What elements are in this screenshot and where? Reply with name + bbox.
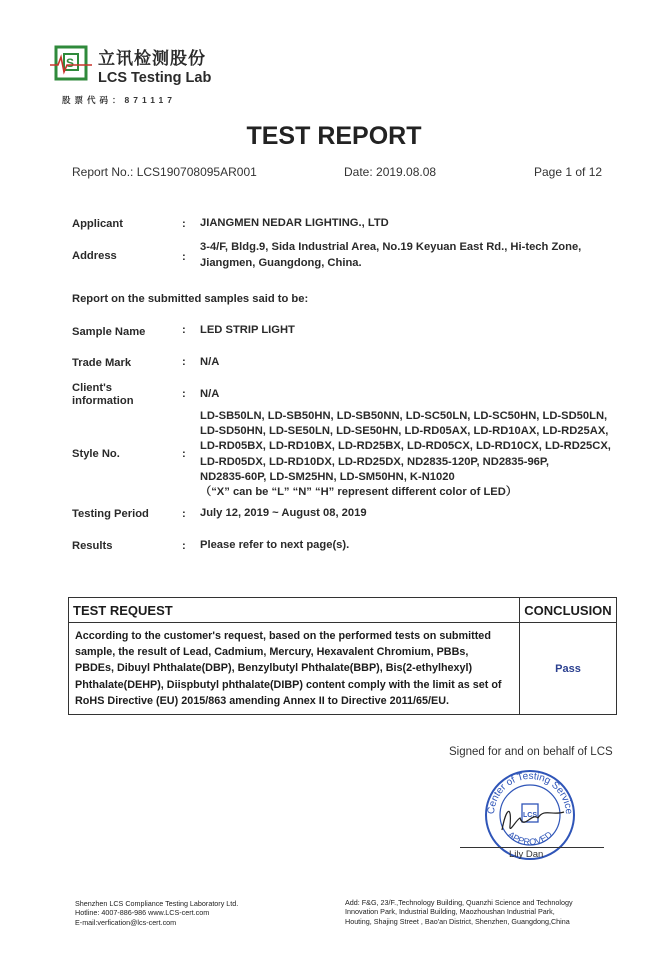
client-info-value: N/A [200, 388, 220, 400]
stamp-text-bottom: APPROVED [505, 829, 555, 848]
svg-text:S: S [66, 56, 75, 70]
svg-text:Center of Testing Service [486, 771, 574, 815]
footer-left-line: Shenzhen LCS Compliance Testing Laboratory Ltd. [75, 899, 239, 908]
footer-right [345, 898, 573, 926]
style-no-line: LD-SB50LN, LD-SB50HN, LD-SB50NN, LD-SC50LN, LD-SC50HN, LD-SD50LN, [200, 410, 608, 422]
trade-mark-value: N/A [200, 356, 220, 368]
style-no-line: LD-RD05BX, LD-RD10BX, LD-RD25BX, LD-RD05CX, LD-RD10CX, LD-RD25CX, [200, 440, 611, 453]
client-info-label-1: Client's [72, 382, 112, 394]
report-intro: Report on the submitted samples said to be: [72, 293, 309, 305]
test-request-body [69, 623, 520, 715]
footer-left [75, 899, 238, 927]
colon: : [182, 448, 186, 460]
style-no-line: ND2835-60P, LD-SM25HN, LD-SM50HN, K-N1020 [200, 470, 455, 483]
test-request-header: TEST REQUEST [69, 598, 520, 623]
lcs-logo-icon [50, 45, 92, 83]
conclusion-header: CONCLUSION [520, 598, 617, 623]
client-info-label-2: information [72, 395, 134, 407]
address-label: Address [72, 250, 117, 262]
signatory-name: Lily Dan [509, 849, 544, 860]
style-no-label: Style No. [72, 448, 120, 460]
style-no-line: LD-SD50HN, LD-SE50LN, LD-SE50HN, LD-RD05AX, LD-RD10AX, LD-RD25AX, [200, 425, 609, 438]
footer-right-line: Houting, Shajing Street , Bao'an District, Shenzhen, Guangdong,China [345, 916, 570, 926]
conclusion-value: Pass [520, 623, 617, 715]
svg-text:APPROVED [506, 829, 554, 847]
colon: : [182, 388, 186, 400]
colon: : [182, 356, 186, 368]
testing-period-label: Testing Period [72, 508, 149, 520]
applicant-value: JIANGMEN NEDAR LIGHTING., LTD [200, 217, 389, 229]
style-no-note: （“X” can be “L” “N” “H” represent different color of LED） [200, 486, 518, 499]
results-label: Results [72, 540, 113, 552]
page-indicator: Page 1 of 12 [534, 165, 603, 179]
stock-code: 股票代码：871117 [62, 95, 176, 105]
test-request-line: Phthalate(DEHP), Diispbutyl phthalate(DIBP) content comply with the limit as set of [75, 678, 502, 691]
results-value: Please refer to next page(s). [200, 539, 350, 551]
sample-name-value: LED STRIP LIGHT [200, 324, 295, 336]
test-request-line: According to the customer's request, based on the performed tests on submitted [75, 630, 491, 642]
footer-right-line: Add: F&G, 23/F.,Technology Building, Quanzhi Science and Technology [345, 898, 573, 907]
style-no-list [200, 409, 620, 500]
sample-name-label: Sample Name [72, 326, 146, 338]
colon: : [182, 251, 186, 263]
test-request-line: RoHS Directive (EU) 2015/863 amending Annex II to Directive 2011/65/EU. [75, 694, 450, 707]
signed-on-behalf-text: Signed for and on behalf of LCS [449, 746, 613, 758]
signature-line [460, 847, 604, 848]
colon: : [182, 508, 186, 520]
stamp-text-top: Center of Testing Service [485, 770, 575, 815]
testing-period-value: July 12, 2019 ~ August 08, 2019 [200, 507, 367, 519]
logo-chinese-name: 立讯检测股份 [98, 49, 206, 69]
test-request-line: PBDEs, Dibuyl Phthalate(DBP), Benzylbutyl Phthalate(BBP), Bis(2-ethylhexyl) [75, 662, 473, 675]
report-number: Report No.: LCS190708095AR001 [72, 165, 257, 179]
footer-left-line: Hotline: 4007-886-986 www.LCS-cert.com [75, 908, 210, 918]
footer-left-line: E-mail:verfication@lcs-cert.com [75, 917, 177, 927]
page-title: TEST REPORT [246, 122, 422, 150]
address-line-1: 3-4/F, Bldg.9, Sida Industrial Area, No.19 Keyuan East Rd., Hi-tech Zone, [200, 241, 582, 253]
address-line-2: Jiangmen, Guangdong, China. [200, 257, 362, 269]
footer-right-line: Innovation Park, Industrial Building, Maozhoushan Industrial Park, [345, 907, 555, 917]
test-request-table [68, 597, 617, 715]
test-request-line: sample, the result of Lead, Cadmium, Mercury, Hexavalent Chromium, PBBs, [75, 646, 469, 659]
applicant-label: Applicant [72, 218, 123, 230]
report-date: Date: 2019.08.08 [344, 165, 437, 179]
colon: : [182, 540, 186, 552]
trade-mark-label: Trade Mark [72, 357, 132, 369]
colon: : [182, 324, 186, 336]
colon: : [182, 218, 186, 230]
logo-english-name: LCS Testing Lab [98, 70, 212, 86]
style-no-line: LD-RD05DX, LD-RD10DX, LD-RD25DX, ND2835-120P, ND2835-96P, [200, 455, 550, 468]
stamp-logo-text: LCS [523, 812, 537, 819]
